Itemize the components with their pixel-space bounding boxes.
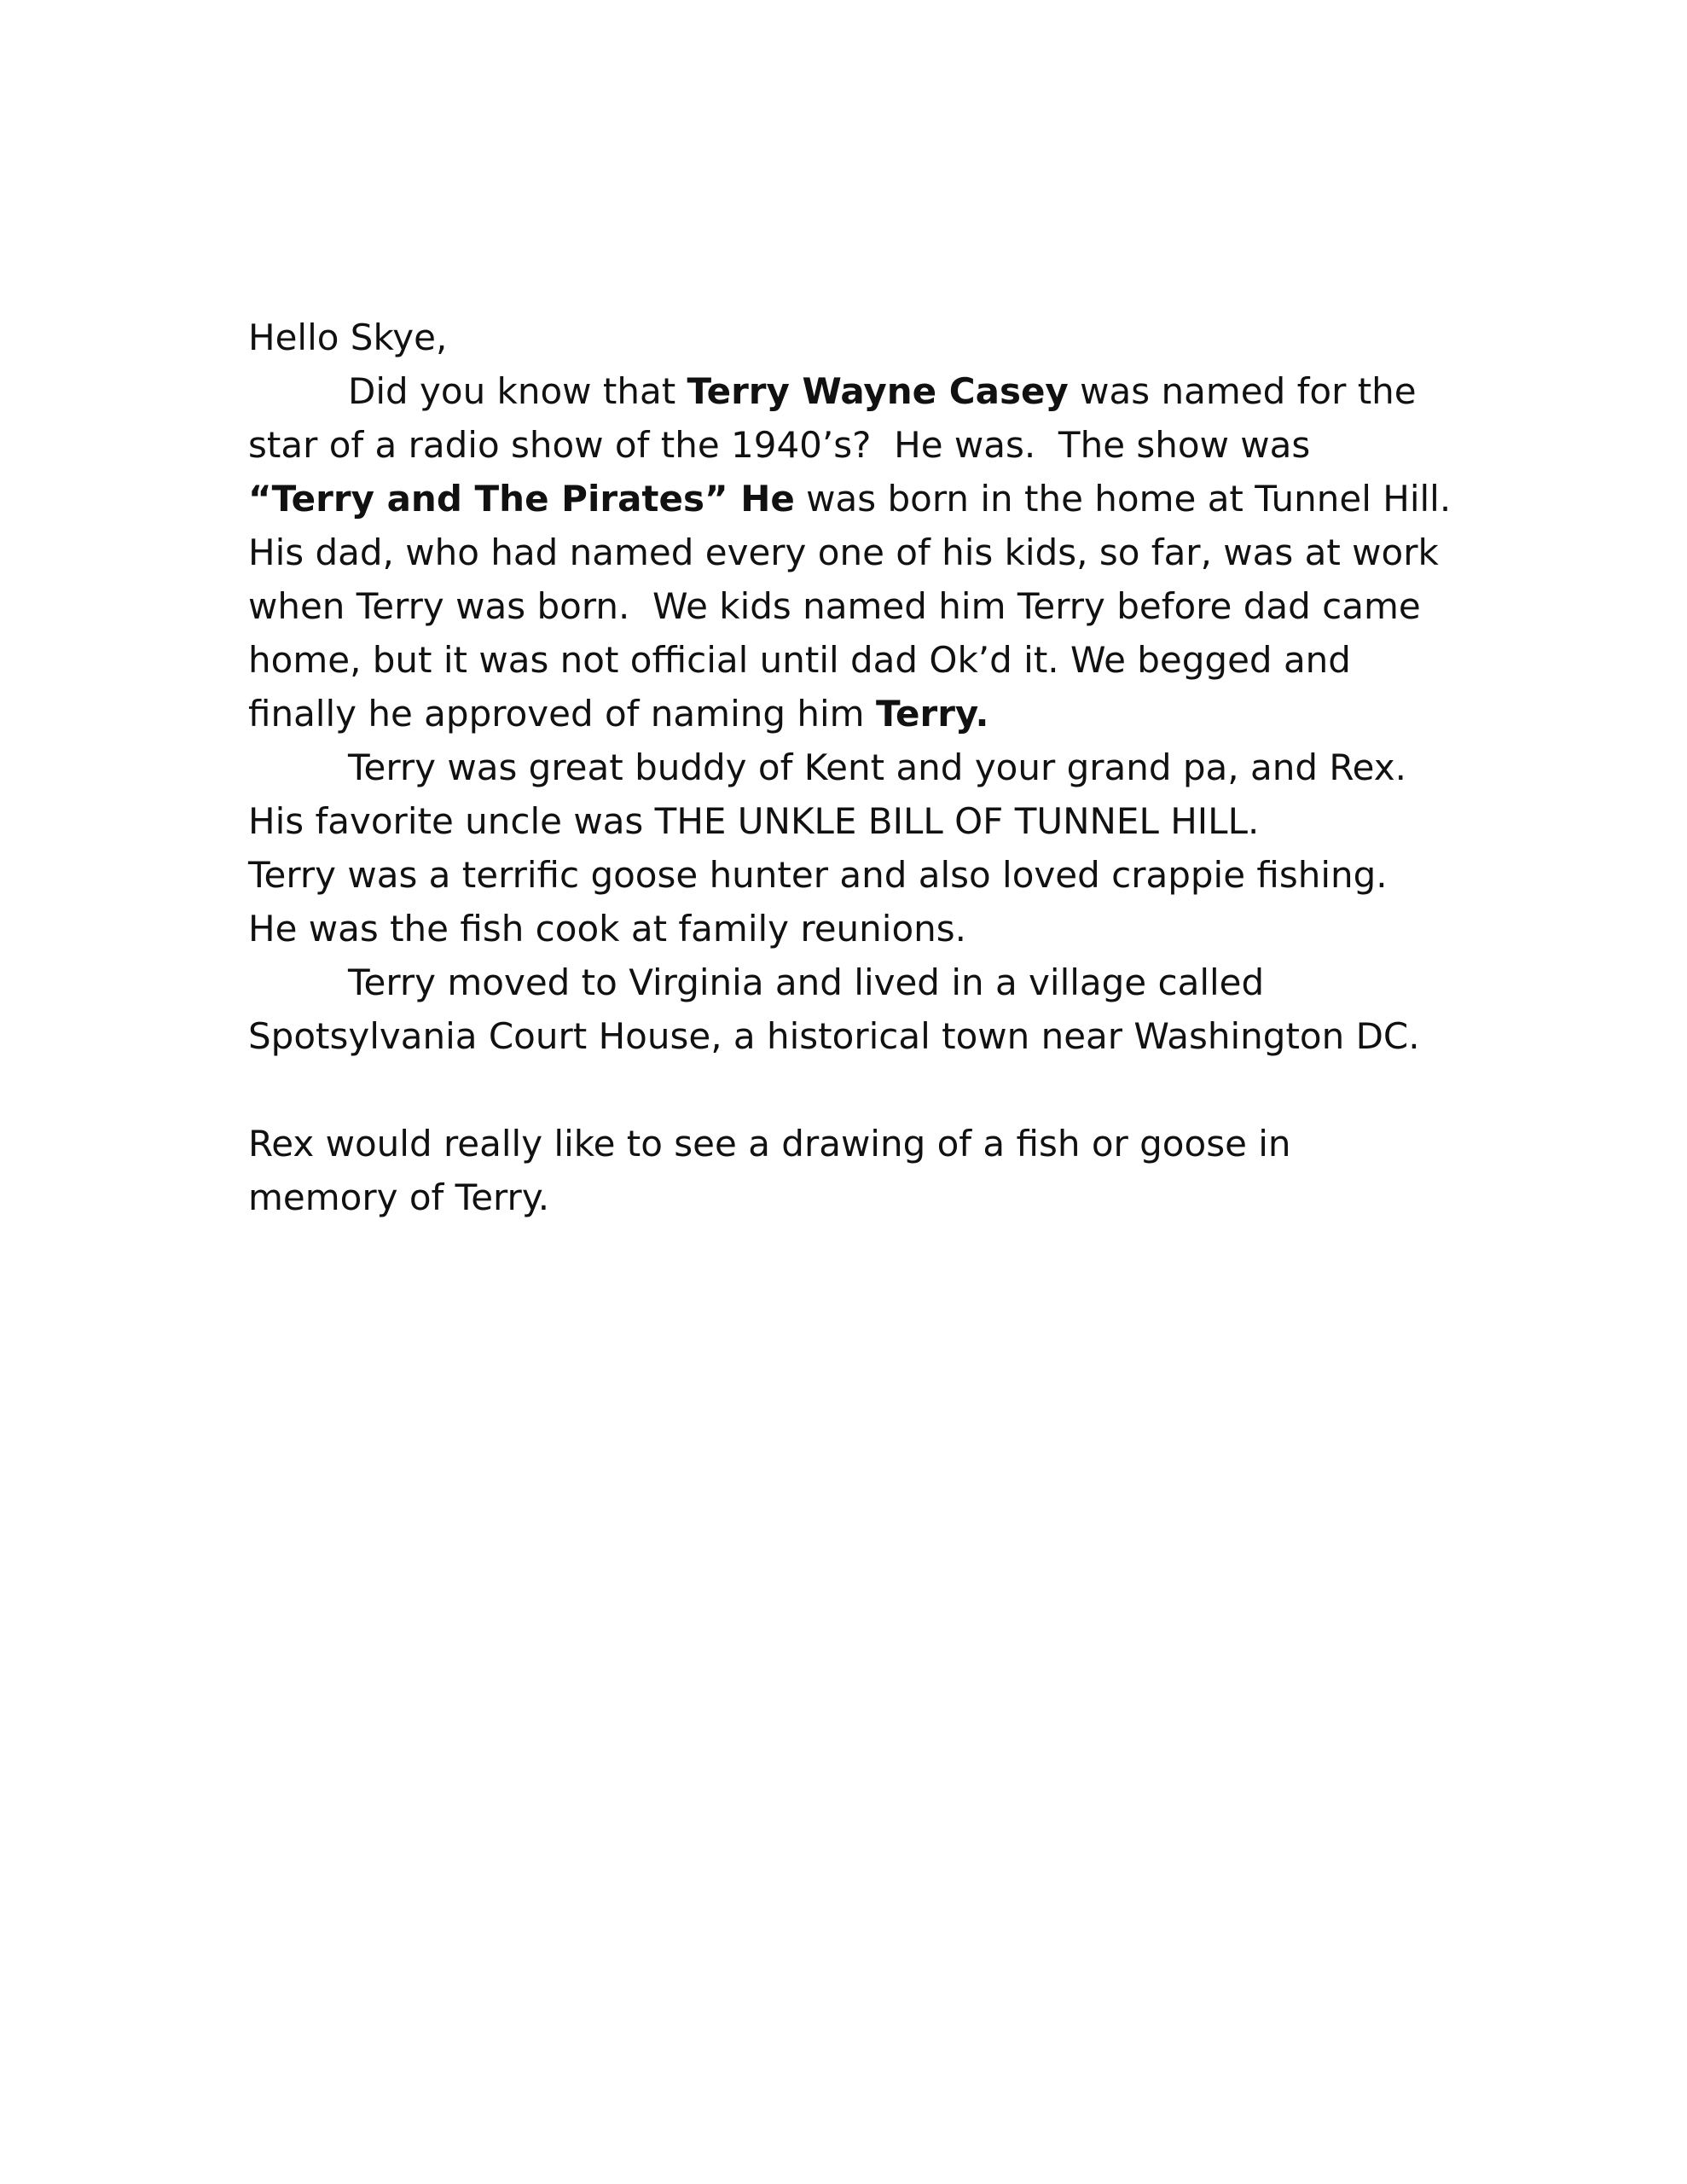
blank-line xyxy=(248,1063,1476,1117)
bold-name-text: Terry. xyxy=(875,693,989,735)
paragraph-2-line-3: Terry was a terrific goose hunter and also loved crappie fishing. xyxy=(248,854,1388,896)
paragraph-2-line-2: His favorite uncle was THE UNKLE BILL OF TUNNEL HILL. xyxy=(248,800,1260,842)
letter-body xyxy=(248,311,1476,1224)
text-span: Did you know that xyxy=(348,370,687,412)
text-span: finally he approved of naming him xyxy=(248,693,876,735)
closing-line-2: memory of Terry. xyxy=(248,1176,550,1218)
greeting-line: Hello Skye, xyxy=(248,317,448,358)
paragraph-1-line-7 xyxy=(248,687,1476,741)
text-span: was named for the xyxy=(1068,370,1417,412)
bold-show-title-text: “Terry and The Pirates” He xyxy=(248,478,795,520)
bold-name-text: Terry Wayne Casey xyxy=(687,370,1069,412)
text-span: was born in the home at Tunnel Hill. xyxy=(794,478,1452,520)
paragraph-1-line-3 xyxy=(248,472,1476,526)
paragraph-1-line-1 xyxy=(248,364,1476,418)
paragraph-1-line-6: home, but it was not official until dad Ok’d it. We begged and xyxy=(248,639,1351,681)
paragraph-1-line-4: His dad, who had named every one of his kids, so far, was at work xyxy=(248,531,1439,573)
paragraph-2-line-4: He was the fish cook at family reunions. xyxy=(248,908,967,950)
closing-line-1: Rex would really like to see a drawing of a fish or goose in xyxy=(248,1123,1291,1165)
paragraph-3-line-2: Spotsylvania Court House, a historical town near Washington DC. xyxy=(248,1015,1420,1057)
paragraph-3-line-1: Terry moved to Virginia and lived in a village called xyxy=(348,961,1265,1003)
paragraph-2-line-1: Terry was great buddy of Kent and your grand pa, and Rex. xyxy=(348,746,1406,788)
paragraph-1-line-5: when Terry was born. We kids named him Terry before dad came xyxy=(248,585,1421,627)
paragraph-1-line-2: star of a radio show of the 1940’s? He was. The show was xyxy=(248,424,1311,466)
